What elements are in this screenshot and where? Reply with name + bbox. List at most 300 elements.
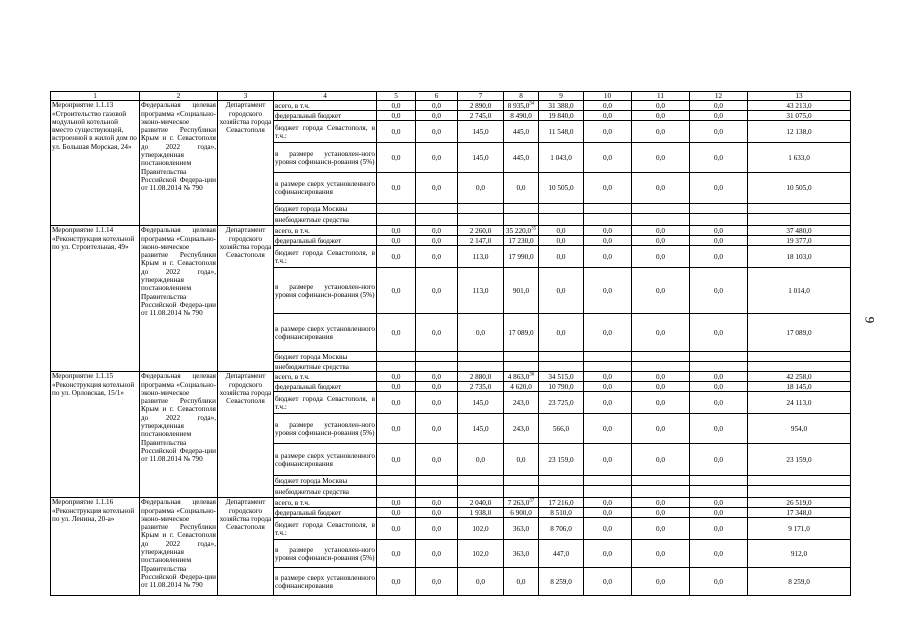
cell-value: 0,0 [584, 143, 632, 173]
cell-value [504, 204, 539, 214]
measure-name: Мероприятие 1.1.13 «Строительство газовой модульной котельной вместо существующей, встроенной в жилой дом по ул. Большая Морская, 24» [51, 101, 140, 226]
funding-source: внебюджетные средства [274, 362, 377, 372]
cell-value: 19 377,0 [748, 236, 851, 246]
cell-value: 2 147,0 [458, 236, 504, 246]
funding-source: в размере установлен-ного уровня софинанси-рования (5%) [274, 540, 377, 568]
cell-value: 0,0 [632, 568, 690, 596]
program-name: Федеральная целевая программа «Социально-эконо-мическое развитие Республики Крым и г. Севастополя до 2022 года», утвержденная постановлением Правительства Российской Федера-ции от 11.08.2014 № 790 [140, 226, 218, 372]
column-number: 2 [140, 92, 218, 101]
cell-value [504, 372, 539, 382]
cell-value [504, 486, 539, 498]
funding-source: бюджет города Москвы [274, 352, 377, 362]
table-row [51, 372, 851, 382]
cell-value [504, 476, 539, 486]
cell-value: 0,0 [690, 314, 748, 352]
cell-value: 0,0 [690, 143, 748, 173]
cell-value [416, 204, 458, 214]
cell-value: 0,0 [584, 173, 632, 204]
cell-value [458, 204, 504, 214]
cell-value: 145,0 [458, 121, 504, 143]
cell-value [504, 362, 539, 372]
cell-value: 0,0 [632, 508, 690, 518]
header-row [51, 92, 851, 101]
cell-value: 0,0 [377, 101, 416, 111]
cell-value: 0,0 [690, 268, 748, 314]
cell-value: 0,0 [584, 236, 632, 246]
cell-value: 0,0 [584, 518, 632, 540]
cell-value: 0,0 [690, 246, 748, 268]
funding-table [50, 91, 851, 596]
cell-value: 42 258,0 [748, 372, 851, 382]
cell-value: 23 159,0 [748, 444, 851, 476]
cell-value: 10 505,0 [539, 173, 584, 204]
cell-value: 363,0 [504, 540, 539, 568]
cell-value: 145,0 [458, 414, 504, 444]
program-name: Федеральная целевая программа «Социально-эконо-мическое развитие Республики Крым и г. Севастополя до 2022 года», утвержденная постановлением Правительства Российской Федера-ции от 11.08.2014 № 790 [140, 101, 218, 226]
cell-value: 0,0 [539, 314, 584, 352]
funding-source: федеральный бюджет [274, 508, 377, 518]
cell-value: 0,0 [416, 101, 458, 111]
cell-value [748, 214, 851, 226]
funding-source: в размере сверх установленного софинансирования [274, 568, 377, 596]
cell-value: 0,0 [377, 372, 416, 382]
cell-value: 363,0 [504, 518, 539, 540]
cell-value: 145,0 [458, 143, 504, 173]
cell-value: 8 259,0 [748, 568, 851, 596]
cell-value [690, 476, 748, 486]
funding-source: бюджет города Москвы [274, 204, 377, 214]
cell-value: 0,0 [377, 314, 416, 352]
cell-value: 0,0 [416, 414, 458, 444]
cell-value: 145,0 [458, 392, 504, 414]
cell-value: 0,0 [690, 226, 748, 236]
cell-value: 243,0 [504, 392, 539, 414]
cell-value: 445,0 [504, 121, 539, 143]
cell-value: 0,0 [377, 444, 416, 476]
cell-value [690, 362, 748, 372]
cell-value [539, 204, 584, 214]
funding-source: бюджет города Севастополя, в т.ч.: [274, 518, 377, 540]
cell-value [584, 486, 632, 498]
cell-value [748, 486, 851, 498]
cell-value [539, 214, 584, 226]
cell-value: 0,0 [504, 444, 539, 476]
cell-value: 0,0 [416, 226, 458, 236]
executor-name: Департамент городского хозяйства города Севастополя [218, 226, 274, 372]
cell-value: 0,0 [584, 498, 632, 508]
cell-value: 2 040,0 [458, 498, 504, 508]
cell-value: 0,0 [539, 268, 584, 314]
cell-value: 0,0 [690, 392, 748, 414]
cell-value: 0,0 [690, 173, 748, 204]
cell-value: 0,0 [504, 568, 539, 596]
cell-value: 0,0 [377, 568, 416, 596]
cell-value: 17 230,0 [504, 236, 539, 246]
cell-value: 0,0 [690, 444, 748, 476]
column-number: 3 [218, 92, 274, 101]
column-number: 11 [632, 92, 690, 101]
cell-value [458, 352, 504, 362]
cell-value: 0,0 [377, 121, 416, 143]
cell-value: 0,0 [458, 444, 504, 476]
cell-value: 0,0 [416, 372, 458, 382]
cell-value: 0,0 [584, 111, 632, 121]
cell-value: 0,0 [377, 414, 416, 444]
cell-value: 34 515,0 [539, 372, 584, 382]
cell-value: 0,0 [690, 111, 748, 121]
cell-value: 0,0 [632, 372, 690, 382]
cell-value [458, 476, 504, 486]
cell-value: 0,0 [504, 173, 539, 204]
cell-value: 113,0 [458, 246, 504, 268]
cell-value: 0,0 [690, 372, 748, 382]
table-row [51, 498, 851, 508]
cell-value: 8 706,0 [539, 518, 584, 540]
cell-value: 0,0 [632, 518, 690, 540]
cell-value: 0,0 [416, 173, 458, 204]
cell-value: 0,0 [377, 498, 416, 508]
cell-value [632, 476, 690, 486]
column-number: 10 [584, 92, 632, 101]
funding-source: бюджет города Москвы [274, 476, 377, 486]
cell-value: 0,0 [690, 121, 748, 143]
cell-value: 4 620,0 [504, 382, 539, 392]
cell-value: 0,0 [584, 444, 632, 476]
cell-value: 18 103,0 [748, 246, 851, 268]
cell-value: 24 113,0 [748, 392, 851, 414]
cell-value [416, 486, 458, 498]
cell-value: 0,0 [416, 236, 458, 246]
cell-value: 0,0 [584, 101, 632, 111]
cell-value: 0,0 [584, 372, 632, 382]
column-number: 6 [416, 92, 458, 101]
funding-source: внебюджетные средства [274, 214, 377, 226]
cell-value [632, 352, 690, 362]
funding-source: всего, в т.ч. [274, 226, 377, 236]
cell-value: 0,0 [377, 518, 416, 540]
cell-value: 0,0 [416, 568, 458, 596]
cell-value: 0,0 [632, 173, 690, 204]
cell-value: 0,0 [584, 246, 632, 268]
cell-value: 0,0 [690, 382, 748, 392]
cell-value: 102,0 [458, 540, 504, 568]
cell-value: 0,0 [458, 568, 504, 596]
cell-value: 0,0 [377, 236, 416, 246]
cell-value: 9 171,0 [748, 518, 851, 540]
cell-value: 26 519,0 [748, 498, 851, 508]
cell-value: 0,0 [584, 226, 632, 236]
cell-value: 0,0 [377, 392, 416, 414]
cell-value: 1 938,0 [458, 508, 504, 518]
footnote-mark: 37 [529, 498, 535, 504]
cell-value: 0,0 [539, 236, 584, 246]
cell-value: 0,0 [632, 226, 690, 236]
cell-value: 0,0 [416, 508, 458, 518]
cell-value: 0,0 [377, 173, 416, 204]
funding-source: бюджет города Севастополя, в т.ч.: [274, 246, 377, 268]
cell-value: 11 548,0 [539, 121, 584, 143]
cell-value [458, 214, 504, 226]
cell-value [748, 204, 851, 214]
cell-value-text: 7 263,0 [507, 498, 530, 507]
cell-value: 0,0 [539, 226, 584, 236]
footnote-mark: 34 [529, 101, 535, 107]
cell-value: 0,0 [584, 414, 632, 444]
cell-value [632, 204, 690, 214]
cell-value: 0,0 [539, 246, 584, 268]
cell-value: 243,0 [504, 414, 539, 444]
cell-value: 0,0 [377, 382, 416, 392]
cell-value: 43 213,0 [748, 101, 851, 111]
cell-value [377, 486, 416, 498]
funding-source: в размере сверх установленного софинансирования [274, 173, 377, 204]
cell-value: 0,0 [377, 246, 416, 268]
cell-value [416, 362, 458, 372]
funding-source: в размере сверх установленного софинансирования [274, 444, 377, 476]
cell-value: 0,0 [584, 382, 632, 392]
cell-value: 8 490,0 [504, 111, 539, 121]
cell-value: 2 735,0 [458, 382, 504, 392]
cell-value: 31 388,0 [539, 101, 584, 111]
cell-value: 0,0 [416, 121, 458, 143]
executor-name: Департамент городского хозяйства города Севастополя [218, 101, 274, 226]
cell-value: 0,0 [632, 268, 690, 314]
cell-value: 0,0 [690, 508, 748, 518]
column-number: 5 [377, 92, 416, 101]
column-number: 1 [51, 92, 140, 101]
footnote-mark: 36 [529, 372, 535, 378]
cell-value: 2 260,0 [458, 226, 504, 236]
funding-source: всего, в т.ч. [274, 498, 377, 508]
cell-value: 10 790,0 [539, 382, 584, 392]
cell-value [539, 486, 584, 498]
cell-value: 10 505,0 [748, 173, 851, 204]
cell-value [748, 352, 851, 362]
cell-value [632, 362, 690, 372]
cell-value: 23 725,0 [539, 392, 584, 414]
cell-value: 0,0 [690, 498, 748, 508]
measure-name: Мероприятие 1.1.15 «Реконструкция котельной по ул. Орловская, 15/1» [51, 372, 140, 498]
cell-value [416, 352, 458, 362]
cell-value: 0,0 [632, 246, 690, 268]
footnote-mark: 35 [531, 226, 537, 232]
cell-value: 0,0 [377, 226, 416, 236]
cell-value: 0,0 [416, 143, 458, 173]
cell-value [539, 362, 584, 372]
funding-source: федеральный бюджет [274, 236, 377, 246]
cell-value: 0,0 [584, 392, 632, 414]
cell-value: 0,0 [690, 568, 748, 596]
cell-value: 0,0 [416, 111, 458, 121]
cell-value [690, 204, 748, 214]
cell-value: 0,0 [377, 111, 416, 121]
cell-value [690, 486, 748, 498]
funding-source: в размере установлен-ного уровня софинанси-рования (5%) [274, 414, 377, 444]
cell-value: 447,0 [539, 540, 584, 568]
column-number: 9 [539, 92, 584, 101]
cell-value [458, 362, 504, 372]
cell-value: 0,0 [416, 382, 458, 392]
cell-value: 912,0 [748, 540, 851, 568]
measure-name: Мероприятие 1.1.14 «Реконструкция котельной по ул. Строительная, 49» [51, 226, 140, 372]
cell-value [377, 352, 416, 362]
cell-value [584, 204, 632, 214]
cell-value: 23 159,0 [539, 444, 584, 476]
cell-value [584, 214, 632, 226]
funding-source: в размере сверх установленного софинансирования [274, 314, 377, 352]
cell-value: 0,0 [690, 101, 748, 111]
cell-value [748, 362, 851, 372]
cell-value: 17 216,0 [539, 498, 584, 508]
program-name: Федеральная целевая программа «Социально-эконо-мическое развитие Республики Крым и г. Севастополя до 2022 года», утвержденная постановлением Правительства Российской Федера-ции от 11.08.2014 № 790 [140, 498, 218, 596]
funding-source: всего, в т.ч. [274, 101, 377, 111]
cell-value: 0,0 [458, 173, 504, 204]
cell-value: 0,0 [690, 414, 748, 444]
cell-value: 0,0 [632, 498, 690, 508]
cell-value: 0,0 [377, 268, 416, 314]
cell-value: 0,0 [632, 143, 690, 173]
cell-value: 2 745,0 [458, 111, 504, 121]
cell-value-text: 8 935,0 [507, 101, 530, 110]
funding-source: бюджет города Севастополя, в т.ч.: [274, 392, 377, 414]
cell-value: 0,0 [632, 444, 690, 476]
funding-source: федеральный бюджет [274, 111, 377, 121]
cell-value: 102,0 [458, 518, 504, 540]
cell-value: 0,0 [416, 444, 458, 476]
executor-name: Департамент городского хозяйства города Севастополя [218, 498, 274, 596]
cell-value: 17 089,0 [748, 314, 851, 352]
cell-value: 17 990,0 [504, 246, 539, 268]
cell-value: 0,0 [632, 540, 690, 568]
cell-value [632, 214, 690, 226]
cell-value: 954,0 [748, 414, 851, 444]
cell-value: 0,0 [690, 236, 748, 246]
cell-value: 0,0 [584, 314, 632, 352]
funding-source: внебюджетные средства [274, 486, 377, 498]
cell-value: 0,0 [458, 314, 504, 352]
cell-value [504, 498, 539, 508]
cell-value: 0,0 [377, 540, 416, 568]
cell-value: 0,0 [632, 121, 690, 143]
cell-value: 901,0 [504, 268, 539, 314]
cell-value: 0,0 [632, 414, 690, 444]
column-number: 12 [690, 92, 748, 101]
cell-value: 0,0 [632, 101, 690, 111]
cell-value [377, 362, 416, 372]
cell-value: 0,0 [690, 540, 748, 568]
cell-value [584, 352, 632, 362]
cell-value: 0,0 [377, 508, 416, 518]
cell-value: 113,0 [458, 268, 504, 314]
cell-value: 0,0 [584, 540, 632, 568]
cell-value [504, 226, 539, 236]
cell-value: 0,0 [632, 111, 690, 121]
cell-value: 0,0 [584, 121, 632, 143]
cell-value [748, 476, 851, 486]
cell-value [416, 476, 458, 486]
cell-value: 0,0 [416, 392, 458, 414]
cell-value: 0,0 [584, 508, 632, 518]
cell-value: 19 840,0 [539, 111, 584, 121]
measure-name: Мероприятие 1.1.16 «Реконструкция котельной по ул. Ленина, 20-а» [51, 498, 140, 596]
column-number: 8 [504, 92, 539, 101]
cell-value [584, 476, 632, 486]
cell-value: 0,0 [632, 236, 690, 246]
funding-source: федеральный бюджет [274, 382, 377, 392]
cell-value: 0,0 [377, 143, 416, 173]
funding-source: всего, в т.ч. [274, 372, 377, 382]
cell-value: 17 089,0 [504, 314, 539, 352]
program-name: Федеральная целевая программа «Социально-эконо-мическое развитие Республики Крым и г. Севастополя до 2022 года», утвержденная постановлением Правительства Российской Федера-ции от 11.08.2014 № 790 [140, 372, 218, 498]
cell-value: 2 890,0 [458, 101, 504, 111]
cell-value: 0,0 [416, 246, 458, 268]
cell-value [632, 486, 690, 498]
cell-value: 8 259,0 [539, 568, 584, 596]
cell-value: 2 880,0 [458, 372, 504, 382]
cell-value [377, 204, 416, 214]
cell-value: 0,0 [584, 268, 632, 314]
cell-value: 0,0 [690, 518, 748, 540]
column-number: 7 [458, 92, 504, 101]
cell-value: 31 075,0 [748, 111, 851, 121]
table-row [51, 101, 851, 111]
cell-value: 0,0 [632, 382, 690, 392]
cell-value [377, 476, 416, 486]
cell-value: 0,0 [416, 268, 458, 314]
column-number: 4 [274, 92, 377, 101]
cell-value: 0,0 [416, 518, 458, 540]
cell-value: 1 014,0 [748, 268, 851, 314]
cell-value: 18 145,0 [748, 382, 851, 392]
cell-value: 0,0 [632, 314, 690, 352]
cell-value: 1 043,0 [539, 143, 584, 173]
column-number: 13 [748, 92, 851, 101]
funding-source: в размере установлен-ного уровня софинанси-рования (5%) [274, 268, 377, 314]
cell-value [377, 214, 416, 226]
cell-value [504, 352, 539, 362]
cell-value [690, 352, 748, 362]
cell-value [539, 352, 584, 362]
cell-value [690, 214, 748, 226]
cell-value: 12 138,0 [748, 121, 851, 143]
cell-value: 8 510,0 [539, 508, 584, 518]
funding-source: бюджет города Севастополя, в т.ч.: [274, 121, 377, 143]
cell-value: 0,0 [584, 568, 632, 596]
cell-value [539, 476, 584, 486]
cell-value: 0,0 [416, 498, 458, 508]
executor-name: Департамент городского хозяйства города Севастополя [218, 372, 274, 498]
cell-value: 37 480,0 [748, 226, 851, 236]
cell-value [584, 362, 632, 372]
cell-value: 0,0 [632, 392, 690, 414]
cell-value: 0,0 [416, 314, 458, 352]
cell-value-text: 4 863,0 [507, 372, 530, 381]
cell-value: 445,0 [504, 143, 539, 173]
funding-source: в размере установлен-ного уровня софинанси-рования (5%) [274, 143, 377, 173]
cell-value: 17 348,0 [748, 508, 851, 518]
cell-value [416, 214, 458, 226]
cell-value: 1 633,0 [748, 143, 851, 173]
cell-value [458, 486, 504, 498]
cell-value [504, 214, 539, 226]
cell-value: 0,0 [416, 540, 458, 568]
cell-value-text: 35 220,0 [505, 226, 532, 235]
cell-value: 6 900,0 [504, 508, 539, 518]
cell-value [504, 101, 539, 111]
page-number: 9 [862, 316, 878, 324]
table-row [51, 226, 851, 236]
cell-value: 566,0 [539, 414, 584, 444]
